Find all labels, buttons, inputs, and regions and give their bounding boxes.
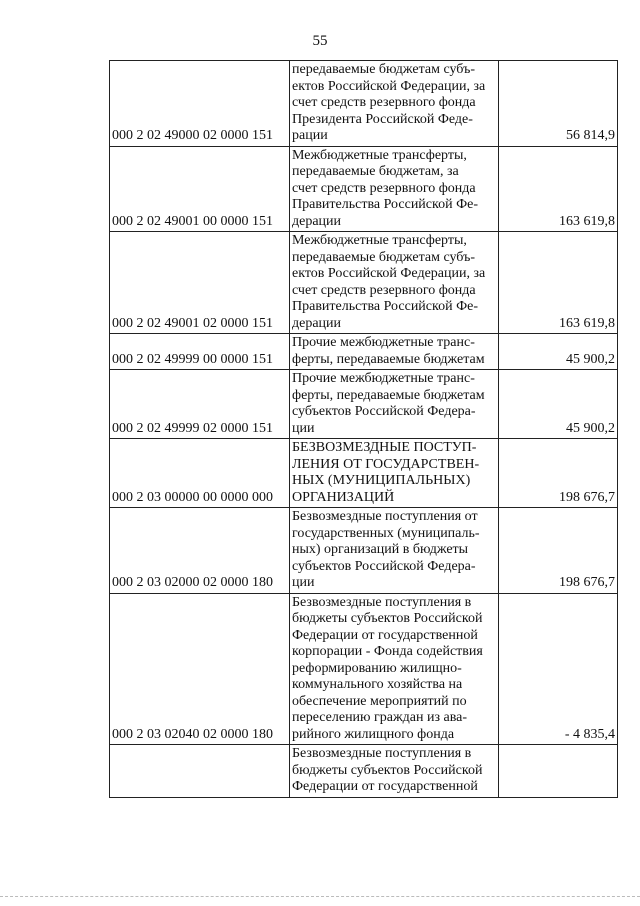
- revenue-name-line: субъектов Российской Федера-: [292, 404, 476, 419]
- revenue-name-line: коммунального хозяйства на: [292, 677, 463, 692]
- revenue-name-line: Федерации от государственной: [292, 627, 478, 643]
- revenue-name-line: Правительства Российской Фе-: [292, 299, 479, 314]
- revenue-name-cell: [290, 439, 499, 508]
- revenue-name-line: корпорации - Фонда содействия: [292, 644, 483, 659]
- revenue-name-line: дерации: [292, 213, 342, 229]
- revenue-name-line: передаваемые бюджетам, за: [292, 164, 459, 179]
- budget-revenue-table: [109, 60, 618, 798]
- amount-cell: 198 676,7: [499, 439, 618, 508]
- table-row: [110, 334, 618, 370]
- budget-code-cell: [110, 745, 290, 798]
- revenue-name-line: ции: [292, 420, 315, 436]
- revenue-name-cell: [290, 61, 499, 147]
- amount-cell: 163 619,8: [499, 146, 618, 232]
- table-row: [110, 232, 618, 334]
- budget-code-cell: 000 2 03 02000 02 0000 180: [110, 508, 290, 594]
- budget-code-cell: 000 2 02 49000 02 0000 151: [110, 61, 290, 147]
- table-row: [110, 593, 618, 745]
- table-row: [110, 745, 618, 798]
- page-number: 55: [312, 33, 328, 49]
- revenue-name-line: счет средств резервного фонда: [292, 95, 476, 110]
- revenue-name-line: ферты, передаваемые бюджетам: [292, 387, 485, 403]
- budget-code-cell: 000 2 02 49001 00 0000 151: [110, 146, 290, 232]
- revenue-name-line: передаваемые бюджетам субъ-: [292, 249, 475, 265]
- revenue-name-line: ОРГАНИЗАЦИЙ: [292, 489, 395, 505]
- revenue-name-cell: [290, 334, 499, 370]
- revenue-name-cell: [290, 745, 499, 798]
- revenue-name-line: НЫХ (МУНИЦИПАЛЬНЫХ): [292, 473, 471, 488]
- amount-cell: 45 900,2: [499, 334, 618, 370]
- table-row: [110, 370, 618, 439]
- revenue-name-cell: [290, 146, 499, 232]
- revenue-name-line: Межбюджетные трансферты,: [292, 147, 467, 163]
- amount-cell: - 4 835,4: [499, 593, 618, 745]
- revenue-name-line: рации: [292, 128, 328, 143]
- revenue-name-line: Правительства Российской Фе-: [292, 197, 479, 212]
- revenue-name-line: ферты, передаваемые бюджетам: [292, 351, 485, 367]
- revenue-name-line: счет средств резервного фонда: [292, 282, 476, 298]
- budget-code-cell: 000 2 02 49999 00 0000 151: [110, 334, 290, 370]
- revenue-name-line: субъектов Российской Федера-: [292, 558, 476, 574]
- revenue-name-line: Безвозмездные поступления в: [292, 746, 472, 761]
- revenue-name-line: ектов Российской Федерации, за: [292, 78, 486, 94]
- revenue-name-line: бюджеты субъектов Российской: [292, 611, 483, 626]
- amount-cell: 45 900,2: [499, 370, 618, 439]
- revenue-name-line: переселению граждан из ава-: [292, 710, 468, 725]
- revenue-name-line: реформированию жилищно-: [292, 660, 462, 676]
- revenue-name-cell: [290, 232, 499, 334]
- revenue-name-line: Федерации от государственной: [292, 779, 478, 794]
- revenue-name-line: рийного жилищного фонда: [292, 726, 455, 742]
- budget-code-cell: 000 2 02 49999 02 0000 151: [110, 370, 290, 439]
- revenue-name-line: передаваемые бюджетам субъ-: [292, 62, 475, 77]
- revenue-name-line: Прочие межбюджетные транс-: [292, 371, 475, 386]
- revenue-name-line: Безвозмездные поступления в: [292, 594, 472, 610]
- table-body: [110, 61, 618, 798]
- budget-code-cell: 000 2 02 49001 02 0000 151: [110, 232, 290, 334]
- revenue-name-line: Межбюджетные трансферты,: [292, 233, 467, 248]
- revenue-name-line: ции: [292, 575, 315, 590]
- revenue-name-cell: [290, 593, 499, 745]
- revenue-name-line: государственных (муниципаль-: [292, 525, 480, 541]
- revenue-name-line: счет средств резервного фонда: [292, 180, 476, 196]
- revenue-name-line: обеспечение мероприятий по: [292, 693, 467, 709]
- budget-code-cell: 000 2 03 00000 00 0000 000: [110, 439, 290, 508]
- table-row: [110, 146, 618, 232]
- revenue-name-cell: [290, 508, 499, 594]
- revenue-name-line: ных) организаций в бюджеты: [292, 542, 469, 557]
- amount-cell: [499, 745, 618, 798]
- table-row: [110, 439, 618, 508]
- amount-cell: 163 619,8: [499, 232, 618, 334]
- revenue-name-line: ектов Российской Федерации, за: [292, 266, 486, 281]
- table-row: [110, 508, 618, 594]
- revenue-name-line: дерации: [292, 315, 342, 331]
- amount-cell: 56 814,9: [499, 61, 618, 147]
- revenue-name-line: БЕЗВОЗМЕЗДНЫЕ ПОСТУП-: [292, 440, 477, 455]
- revenue-name-line: Президента Российской Феде-: [292, 111, 473, 127]
- table-row: [110, 61, 618, 147]
- revenue-name-line: Безвозмездные поступления от: [292, 509, 478, 524]
- revenue-name-line: ЛЕНИЯ ОТ ГОСУДАРСТВЕН-: [292, 456, 480, 472]
- amount-cell: 198 676,7: [499, 508, 618, 594]
- revenue-name-cell: [290, 370, 499, 439]
- revenue-name-line: бюджеты субъектов Российской: [292, 762, 483, 778]
- budget-code-cell: 000 2 03 02040 02 0000 180: [110, 593, 290, 745]
- revenue-name-line: Прочие межбюджетные транс-: [292, 335, 475, 350]
